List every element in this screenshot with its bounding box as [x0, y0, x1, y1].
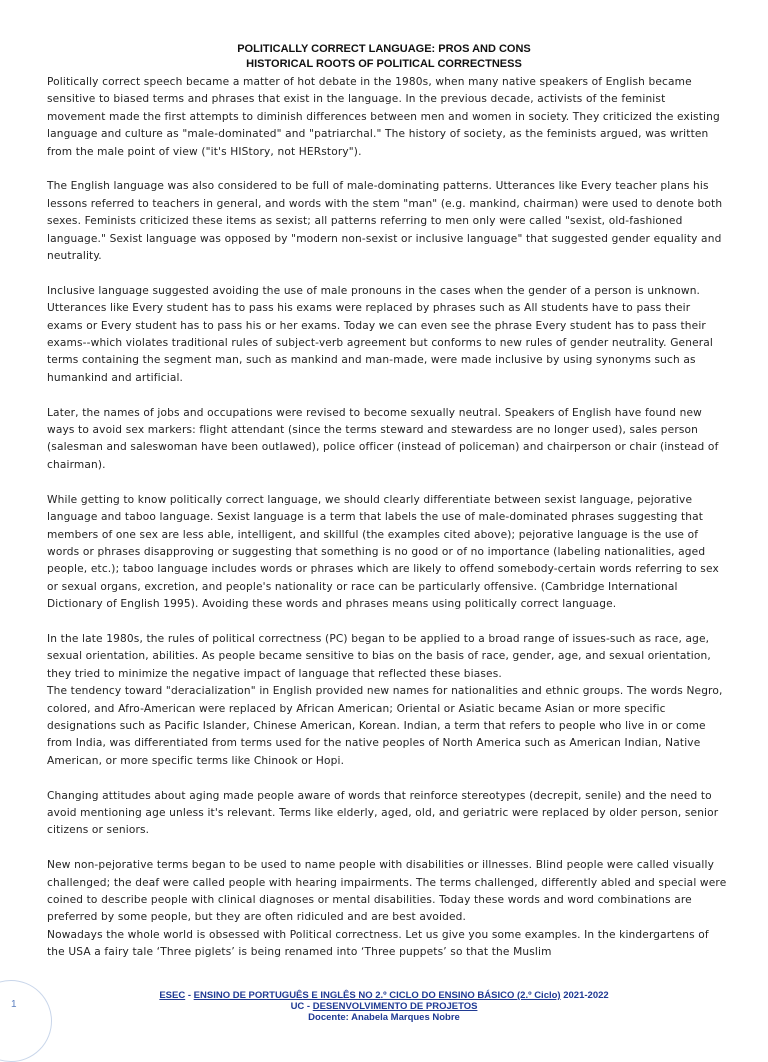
paragraph-10: Nowadays the whole world is obsessed with Political correctness. Let us give you some examples. In the kindergartens of the USA a fairy tale ‘Three piglets’ is being renamed into ‘Three puppets’ so that the Muslim — [47, 928, 709, 959]
footer-dash: - — [185, 990, 194, 1001]
footer-years: 2021-2022 — [560, 990, 609, 1001]
footer-line-1 — [0, 990, 768, 1001]
page-footer — [0, 990, 768, 1023]
paragraph-9: New non-pejorative terms began to be used to name people with disabilities or illnesses. Blind people were called visually challenged; the deaf were called people with hearing impairments. The terms challenged, differently abled and special were coined to describe people with clinical diagnoses or mental disabilities. Today these words and word combinations are preferred by some people, but they are often ridiculed and are best avoided. — [47, 859, 727, 924]
footer-course-link[interactable]: ENSINO DE PORTUGUÊS E INGLÊS NO 2.º CICLO DO ENSINO BÁSICO (2.º Ciclo) — [193, 990, 561, 1001]
title-line-1: POLITICALLY CORRECT LANGUAGE: PROS AND CONS — [237, 43, 531, 55]
paragraph-4: Later, the names of jobs and occupations were revised to become sexually neutral. Speakers of English have found new ways to avoid sex markers: flight attendant (since the terms steward and stewardess are no longer used), sales person (salesman and saleswoman have been outlawed), police officer (instead of policeman) and chairperson or chair (instead of chairman). — [47, 406, 719, 471]
footer-uc-link[interactable]: DESENVOLVIMENTO DE PROJETOS — [312, 1001, 478, 1012]
paragraph-8: Changing attitudes about aging made people aware of words that reinforce stereotypes (decrepit, senile) and the need to avoid mentioning age unless it's relevant. Terms like elderly, aged, old, and geriatric were replaced by older person, senior citizens or seniors. — [47, 789, 719, 837]
paragraph-7: The tendency toward "deracialization" in English provided new names for nationalities and ethnic groups. The words Negro, colored, and Afro-American were replaced by African American; Oriental or Asiatic became Asian or more specific designations such as Pacific Islander, Chinese American, Korean. Indian, a term that refers to people who live in or come from India, was differentiated from terms used for the native peoples of North America such as American Indian, Native American, or more specific terms like Chinook or Hopi. — [47, 685, 723, 767]
footer-school-link[interactable]: ESEC — [159, 990, 186, 1001]
footer-uc-label: UC - — [290, 1001, 313, 1012]
paragraph-3: Inclusive language suggested avoiding the use of male pronouns in the cases when the gender of a person is unknown. Utterances like Every student has to pass his exams were replaced by phrases such as All students have to pass their exams or Every student has to pass his or her exams. Today we can even see the phrase Every student has to pass their exams--which violates traditional rules of subject-verb agreement but conforms to new rules of gender neutrality. General terms containing the segment man, such as mankind and man-made, were made inclusive by using synonyms such as humankind and artificial. — [47, 284, 713, 384]
paragraph-1: Politically correct speech became a matter of hot debate in the 1980s, when many native speakers of English became sensitive to biased terms and phrases that exist in the language. In the previous decade, activists of the feminist movement made the first attempts to diminish differences between men and women in society. They criticized the existing language and culture as "male-dominated" and "patriarchal." The history of society, as the feminists argued, was written from the male point of view ("it's HIStory, not HERstory"). — [47, 76, 720, 158]
footer-teacher: Docente: Anabela Marques Nobre — [308, 1012, 460, 1023]
footer-line-2 — [0, 1001, 768, 1012]
paragraph-2: The English language was also considered to be full of male-dominating patterns. Utterances like Every teacher plans his lessons referred to teachers in general, and words with the stem "man" (e.g. mankind, chairman) were used to denote both sexes. Feminists criticized these items as sexist; all patterns referring to men only were called "sexist, old-fashioned language." Sexist language was opposed by "modern non-sexist or inclusive language" that suggested gender equality and neutrality. — [47, 180, 723, 263]
page-number: 1 — [11, 999, 17, 1010]
document-title — [0, 42, 768, 72]
paragraph-6: In the late 1980s, the rules of political correctness (PC) began to be applied to a broad range of issues-such as race, age, sexual orientation, abilities. As people became sensitive to bias on the basis of race, gender, age, and sexual orientation, they tried to minimize the negative impact of language that reflected these biases. — [47, 632, 711, 680]
document-body — [47, 74, 727, 979]
title-line-2: HISTORICAL ROOTS OF POLITICAL CORRECTNESS — [246, 58, 522, 70]
paragraph-5: While getting to know politically correct language, we should clearly differentiate between sexist language, pejorative language and taboo language. Sexist language is a term that labels the use of male-dominated phrases suggesting that members of one sex are less able, intelligent, and skillful (the examples cited above); pejorative language is the use of words or phrases disapproving or suggesting that something is no good or of no importance (labeling nationalities, aged people, etc.); taboo language includes words or phrases which are likely to offend somebody-certain words referring to sex or sexual organs, excretion, and people's nationality or race can be particularly offensive. (Cambridge International Dictionary of English 1995). Avoiding these words and phrases means using politically correct language. — [47, 493, 719, 611]
